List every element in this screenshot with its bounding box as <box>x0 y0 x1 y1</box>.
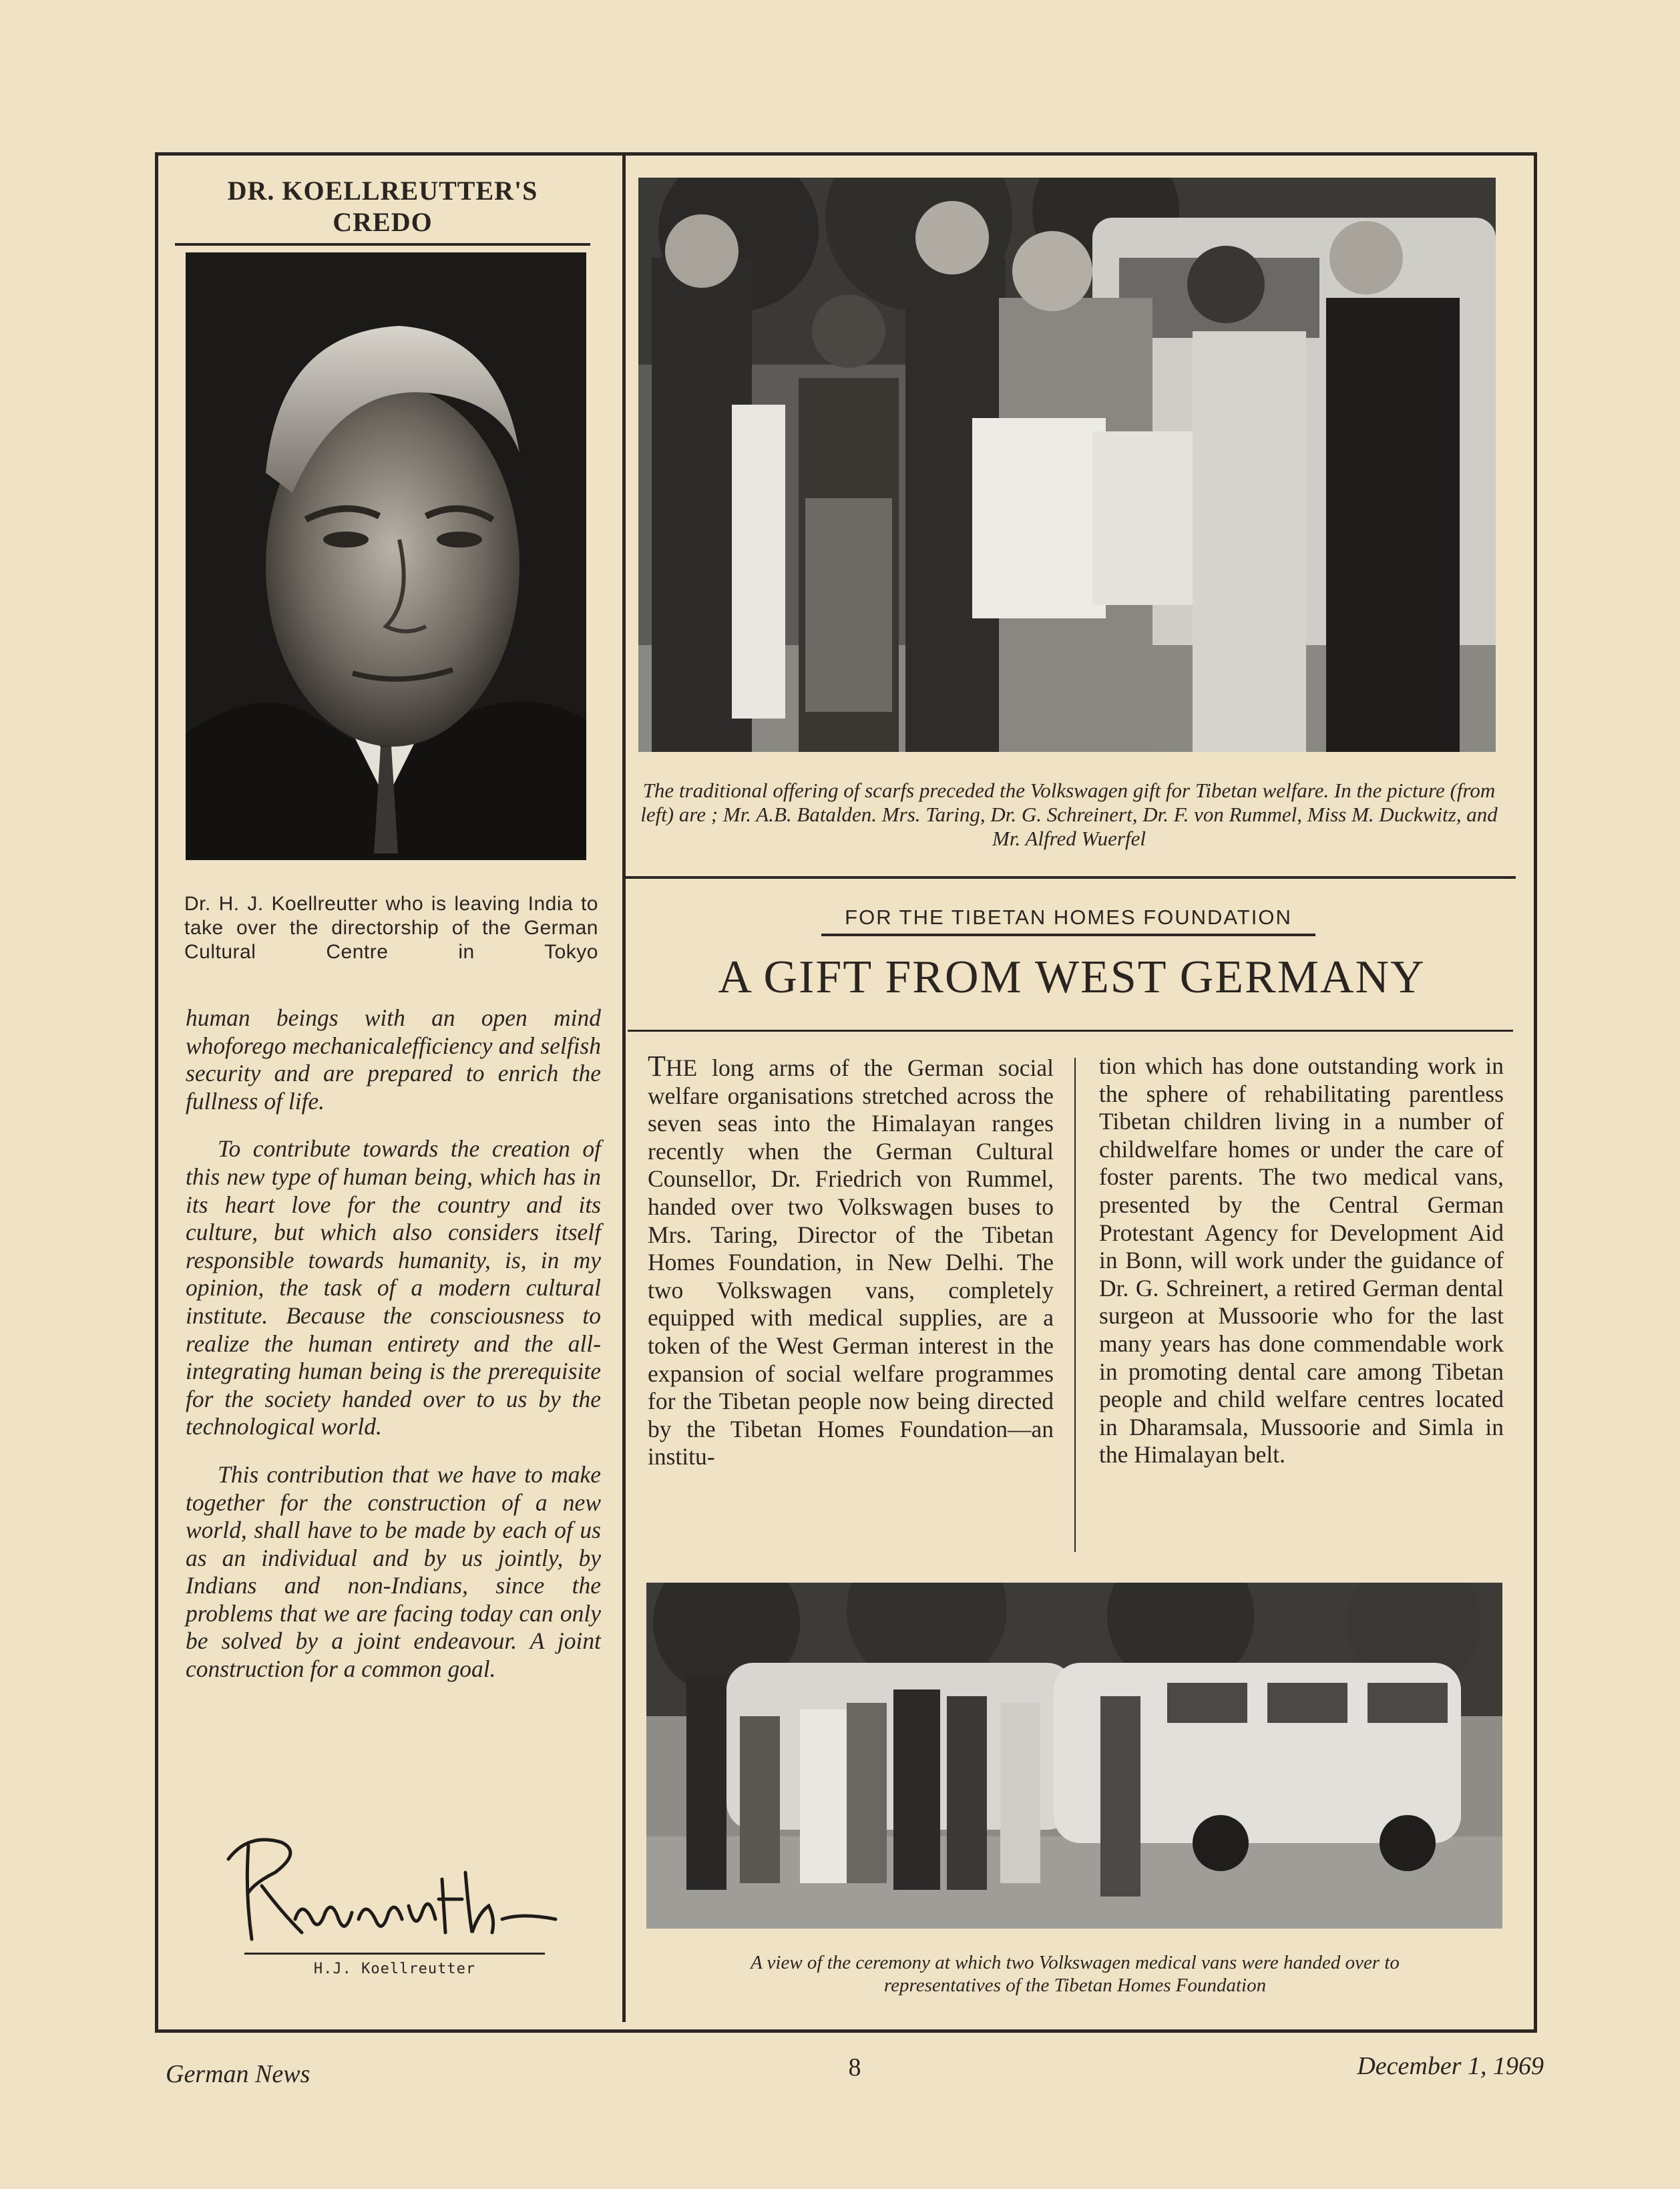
page-number: 8 <box>848 2053 861 2081</box>
van-ceremony-photo <box>646 1583 1502 1929</box>
credo-paragraph: human beings with an open mind whoforego mechanicalefficiency and selfish security and are prepared to enrich the fullness of life. <box>186 1004 601 1115</box>
column-divider-vertical <box>622 152 626 2022</box>
divider-under-headline <box>628 1030 1513 1032</box>
issue-date: December 1, 1969 <box>1357 2052 1544 2080</box>
article-text: HE long arms of the German social welfare organisations stretched across the seven seas into the Himalayan ranges recently when the German Cultural Counsellor, Dr. Friedrich von Rummel, handed over two Volkswagen buses to Mrs. Taring, Director of the Tibetan Homes Foundation, in New Delhi. The two Volkswagen vans, completely equipped with medical supplies, are a token of the West German interest in the expansion of social welfare programmes for the Tibetan people now being directed by the Tibetan Homes Foundation—an institu- <box>648 1054 1054 1470</box>
portrait-photo <box>186 252 586 860</box>
bottom-photo-caption: A view of the ceremony at which two Volkswagen medical vans were handed over to representatives of the Tibetan Homes Foundation <box>751 1952 1400 1996</box>
credo-title: DR. KOELLREUTTER'S CREDO <box>175 175 590 246</box>
handwritten-signature <box>208 1819 582 1953</box>
portrait-caption: Dr. H. J. Koellreutter who is leaving India to take over the directorship of the German Cultural Centre in Tokyo <box>184 893 598 963</box>
article-headline: A GIFT FROM WEST GERMANY <box>718 952 1426 1003</box>
drop-cap: T <box>648 1050 666 1082</box>
signature-line <box>244 1953 545 1955</box>
scarf-ceremony-photo <box>638 178 1496 752</box>
credo-paragraph: This contribution that we have to make together for the construction of a new world, shall have to be made by each of us as an individual and by us jointly, by Indians and non-Indians, since the problems that we are facing today can only be solved by a joint endeavour. A joint construction for a common goal. <box>186 1460 601 1683</box>
credo-paragraph: To contribute towards the creation of this new type of human being, which has in its heart love for the country and its culture, but which also considers itself responsible towards humanity, is, in my opinion, the task of a modern cultural institute. Because the consciousness to realize the human entirety and the all-integrating human being is the prerequisite for the society handed over to us by the technological world. <box>186 1135 601 1440</box>
signature-name: H.J. Koellreutter <box>313 1961 476 1977</box>
article-column-1 <box>648 1052 1054 1471</box>
top-photo-caption: The traditional offering of scarfs preceded the Volkswagen gift for Tibetan welfare. In the picture (from left) are ; Mr. A.B. Batalden. Mrs. Taring, Dr. G. Schreinert, Dr. F. von Rummel, Miss M. Duckwitz, and Mr. Alfred Wuerfel <box>640 779 1498 850</box>
credo-text <box>186 1004 601 1704</box>
publication-name: German News <box>166 2060 310 2088</box>
divider-under-top-photo <box>622 876 1516 879</box>
article-kicker: FOR THE TIBETAN HOMES FOUNDATION <box>821 906 1315 936</box>
article-column-rule <box>1074 1058 1076 1552</box>
article-column-2: tion which has done outstanding work in the sphere of rehabilitating parentless Tibetan children living in a number of childwelfare homes or under the care of foster parents. The two medical vans, presented by the Central German Protestant Agency for Development Aid in Bonn, will work under the guidance of Dr. G. Schreinert, a retired German dental surgeon at Mussoorie who for the last many years has done commendable work in promoting dental care among Tibetan people and child welfare centres located in Dharamsala, Mussoorie and Simla in the Himalayan belt. <box>1099 1052 1504 1468</box>
